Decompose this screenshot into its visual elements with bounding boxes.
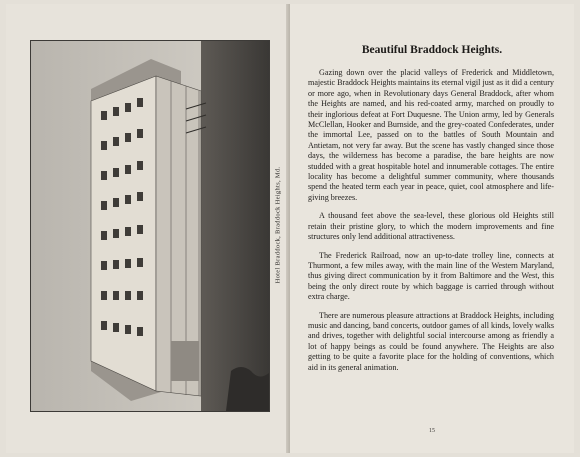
paragraph: There are numerous pleasure attractions at Braddock Heights, including music and dancing, band concerts, outdoor games of all kinds, lovely walks and drives, together with delightful social intercourse among as friendly a lot of happy beings as could be found anywhere. The Heights are also getting to be quite a favorite place for the holding of conventions, which aid in its general animation. <box>308 310 554 372</box>
ground-area <box>201 41 269 411</box>
hotel-facade <box>91 76 156 391</box>
hotel-photograph <box>30 40 270 412</box>
paragraph: Gazing down over the placid valleys of Frederick and Middletown, majestic Braddock Heights maintains its eternal vigil just as it did a century or more ago, when in Revolutionary days General Braddock, after whom the Heights are named, and his red-coated army, marched on proudly to their inglorious defeat at Fort Duquesne. The Union army, led by Generals McClellan, Hooker and Burnside, and the grey-coated Confederates, under the immortal Lee, passed on to the battles of South Mountain and Antietam, not very far away. But the scene has vastly changed since those days, the wilderness has become a paradise, the bare heights are now studded with a great hospitable hotel and innumerable cottages. The entire locality has become a delightful summer community, where thousands spend the heated term each year in peace, quiet, cool atmosphere and life-giving breezes. <box>308 68 554 202</box>
page-number: 15 <box>429 428 435 434</box>
page-title: Beautiful Braddock Heights. <box>361 44 503 56</box>
article-body <box>308 68 554 381</box>
paragraph: A thousand feet above the sea-level, these glorious old Heights still retain their pristine glory, to which the modern improvements and fine structures only lend additional attractiveness. <box>308 211 554 242</box>
entrance-area <box>171 341 199 381</box>
hotel-illustration <box>31 41 269 411</box>
photo-caption: Hotel Braddock, Braddock Heights, Md. <box>274 166 282 284</box>
paragraph: The Frederick Railroad, now an up-to-date trolley line, connects at Thurmont, a few miles away, with the main line of the Western Maryland, thus giving direct communication by it from Baltimore and the West, this being the only direct route by which baggage is carried through without extra charge. <box>308 250 554 302</box>
